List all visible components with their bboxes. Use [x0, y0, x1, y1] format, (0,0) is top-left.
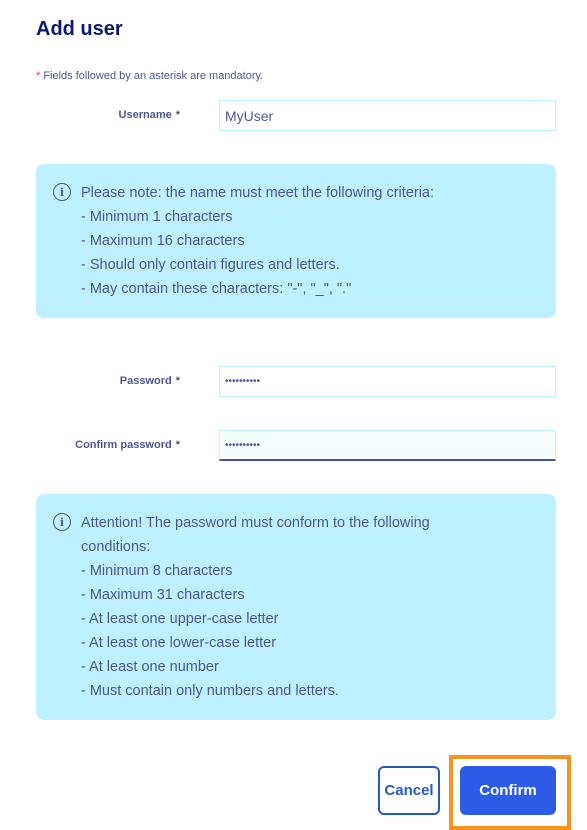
info-icon: i [53, 513, 71, 531]
mandatory-note-text: Fields followed by an asterisk are mandatory. [40, 70, 264, 82]
username-criteria-text [81, 181, 434, 301]
confirm-button[interactable]: Confirm [460, 766, 556, 815]
password-condition-line: conditions: [81, 539, 151, 555]
username-criteria-line: - May contain these characters: "-", "_", "." [81, 281, 352, 297]
password-label [20, 375, 180, 387]
required-asterisk: * [36, 70, 41, 82]
username-criteria-line: - Maximum 16 characters [81, 233, 245, 249]
password-condition-line: - Must contain only numbers and letters. [81, 683, 339, 699]
password-conditions-text [81, 511, 430, 703]
username-criteria-line: - Minimum 1 characters [81, 209, 233, 225]
password-condition-line: - Minimum 8 characters [81, 563, 233, 579]
password-label-text: Password [119, 375, 172, 387]
info-icon: i [53, 183, 71, 201]
password-conditions-box [36, 494, 556, 720]
username-criteria-line: - Should only contain figures and letters. [81, 257, 340, 273]
password-condition-line: Attention! The password must conform to the following [81, 515, 430, 531]
confirm-password-label-text: Confirm password [75, 439, 172, 451]
mandatory-fields-note [36, 70, 263, 82]
username-criteria-box [36, 164, 556, 318]
password-required-mark: * [175, 375, 180, 387]
username-label-text: Username [118, 109, 172, 121]
confirm-password-input[interactable] [219, 430, 556, 461]
password-input[interactable] [219, 366, 556, 397]
username-input[interactable] [219, 100, 556, 131]
username-required-mark: * [175, 109, 180, 121]
password-condition-line: - Maximum 31 characters [81, 587, 245, 603]
page-title: Add user [36, 18, 123, 40]
password-condition-line: - At least one lower-case letter [81, 635, 277, 651]
password-condition-line: - At least one upper-case letter [81, 611, 279, 627]
cancel-button[interactable]: Cancel [378, 766, 440, 815]
password-condition-line: - At least one number [81, 659, 219, 675]
username-label [20, 109, 180, 121]
username-criteria-line: Please note: the name must meet the following criteria: [81, 185, 435, 201]
confirm-password-label [20, 439, 180, 451]
confirm-password-required-mark: * [175, 439, 180, 451]
